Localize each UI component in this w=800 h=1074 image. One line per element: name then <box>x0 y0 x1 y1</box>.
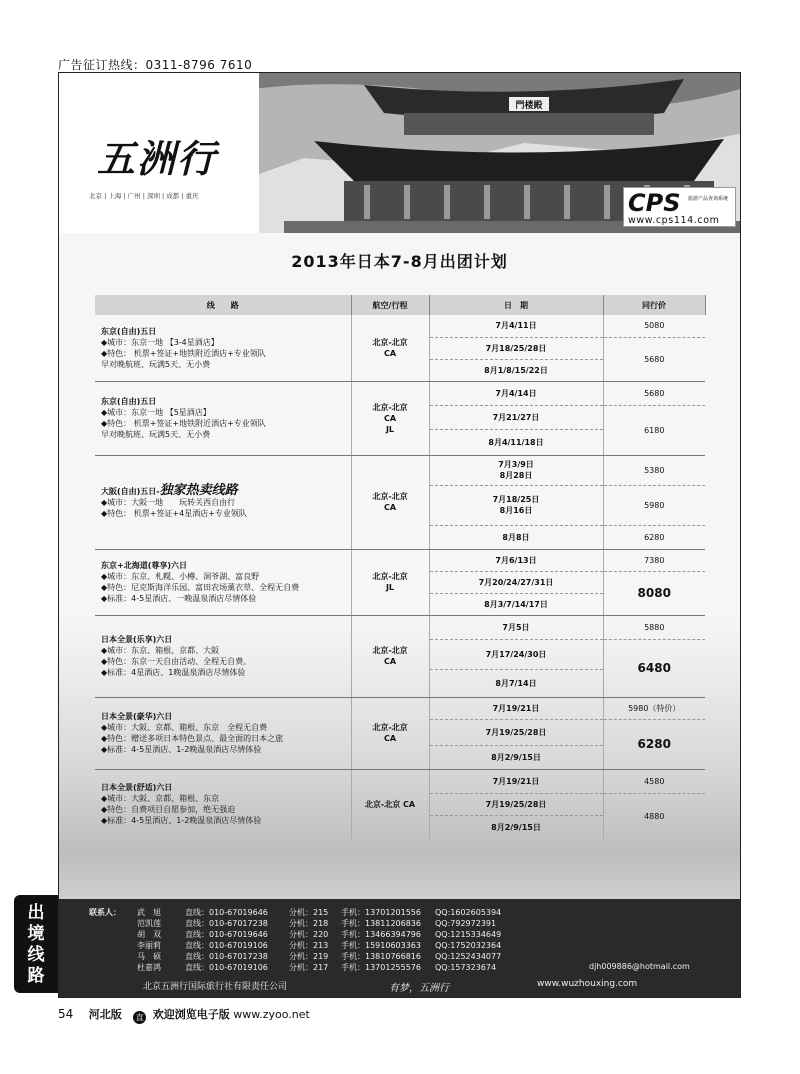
contact-mobile: 手机：13811206836 <box>341 919 421 928</box>
table-header-row <box>95 295 705 315</box>
contact-phone: 直线：010-67017238 <box>185 919 268 928</box>
date-cell: 8月8日 <box>429 525 603 549</box>
date-cell: 7月20/24/27/31日 <box>429 571 603 593</box>
cps-subtitle: 旅游产品查询系统 <box>688 196 729 202</box>
page-footer <box>58 1006 310 1024</box>
contact-phone: 直线：010-67019646 <box>185 930 268 939</box>
date-cell: 7月6/13日 <box>429 549 603 571</box>
route-cell <box>95 381 351 455</box>
contact-ext: 分机：219 <box>289 952 329 961</box>
contact-phone: 直线：010-67019646 <box>185 908 268 917</box>
contact-email[interactable]: djh009886@hotmail.com <box>589 962 690 971</box>
flight-cell: 北京-北京 CA JL <box>351 381 429 455</box>
flight-cell: 北京-北京 CA <box>351 455 429 549</box>
date-cell: 7月19/25/28日 <box>429 719 603 745</box>
contacts-panel <box>59 899 740 998</box>
table-row <box>95 455 705 485</box>
price-cell: 7380 <box>603 549 705 571</box>
date-cell: 8月2/9/15日 <box>429 815 603 839</box>
contact-row <box>137 929 535 940</box>
contact-mobile: 手机：13701201556 <box>341 908 421 917</box>
route-line: ◆城市：东京一地 【5星酒店】 <box>101 408 211 417</box>
table-row <box>95 549 705 571</box>
page-title: 2013年日本7-8月出团计划 <box>291 252 508 271</box>
date-cell: 7月19/21日 <box>429 769 603 793</box>
route-line: ◆城市：大阪一地 玩转关西自由行 <box>101 498 236 507</box>
footer-url[interactable]: www.zyoo.net <box>233 1008 310 1021</box>
date-cell: 7月19/25/28日 <box>429 793 603 815</box>
cps-logo: CPS <box>628 189 681 217</box>
route-line: ◆特色：自费项目自愿参加，绝无强迫 <box>101 805 236 815</box>
table-row <box>95 315 705 337</box>
date-cell: 7月3/9日 8月28日 <box>429 455 603 485</box>
side-tab-char: 境 <box>27 924 45 944</box>
date-cell: 8月2/9/15日 <box>429 745 603 769</box>
date-cell: 7月18/25/28日 <box>429 337 603 359</box>
route-highlight: 独家热卖线路 <box>159 483 238 498</box>
route-line: ◆特色： 机票+签证+地铁附近酒店+专业领队 <box>101 419 266 428</box>
date-cell: 7月5日 <box>429 615 603 639</box>
route-name: 日本全景(豪华)六日 <box>101 712 173 721</box>
flight-cell: 北京-北京 JL <box>351 549 429 615</box>
contact-ext: 分机：218 <box>289 919 329 928</box>
route-line: ◆城市：东京、札幌、小樽、洞爷湖、富良野 <box>101 572 260 581</box>
date-cell: 7月4/11日 <box>429 315 603 337</box>
branch-cities: 北京 | 上海 | 广州 | 深圳 | 成都 | 重庆 <box>89 192 199 200</box>
header-date: 日 期 <box>429 295 603 315</box>
date-cell: 8月3/7/14/17日 <box>429 593 603 615</box>
route-line: ◆特色： 机票+签证+4星酒店+专业领队 <box>101 509 247 518</box>
date-cell: 8月1/8/15/22日 <box>429 359 603 381</box>
contact-ext: 分机：213 <box>289 941 329 950</box>
route-name: 东京+北海道(尊享)六日 <box>101 561 188 570</box>
table-row <box>95 769 705 793</box>
brand-logo: 五洲行 <box>97 136 218 181</box>
side-tab-char: 线 <box>27 945 45 965</box>
route-cell <box>95 455 351 549</box>
route-line: ◆城市：大阪、京都、箱根、东京 <box>101 794 220 804</box>
route-line: ◆特色：赠送多项日本特色景点、最全面的日本之旅 <box>101 734 284 743</box>
contact-phone: 直线：010-67019106 <box>185 941 268 950</box>
route-line: ◆特色：尼克斯海洋乐园、富田农场薰衣草、全程无自费 <box>101 583 300 592</box>
route-line: ◆城市：大阪、京都、箱根、东京 全程无自费 <box>101 723 268 732</box>
contact-row <box>137 918 535 929</box>
price-cell: 6180 <box>603 405 705 455</box>
company-website[interactable]: www.wuzhouxing.com <box>537 979 638 989</box>
price-cell: 4880 <box>644 811 665 821</box>
contact-name: 武 旭 <box>137 908 161 917</box>
header-price: 同行价 <box>603 295 705 315</box>
route-line: ◆城市：东京一地 【3-4星酒店】 <box>101 337 219 347</box>
route-cell <box>95 315 351 381</box>
schedule-table <box>95 295 706 839</box>
route-line: 早对晚航班、玩满5天、无小费 <box>101 430 211 439</box>
welcome-text: 欢迎浏览电子版 <box>152 1008 230 1021</box>
price-cell: 6280 <box>603 525 705 549</box>
contact-row <box>137 962 515 973</box>
date-cell: 8月4/11/18日 <box>429 429 603 455</box>
route-cell <box>95 697 351 769</box>
contact-qq: QQ:157323674 <box>435 963 497 972</box>
contacts-label: 联系人： <box>89 908 121 917</box>
ad-hotline: 广告征订热线：0311-8796 7610 <box>58 58 253 72</box>
contact-ext: 分机：215 <box>289 908 329 917</box>
price-cell: 5880 <box>603 615 705 639</box>
contact-row <box>137 940 535 951</box>
route-line: ◆城市：东京、箱根、京都、大阪 <box>101 646 220 655</box>
logo-area <box>59 73 259 233</box>
contact-ext: 分机：220 <box>289 930 329 939</box>
price-cell: 5680 <box>603 337 705 381</box>
price-cell: 5380 <box>603 455 705 485</box>
advertisement-frame <box>58 72 741 998</box>
price-cell: 6280 <box>603 719 705 769</box>
contact-phone: 直线：010-67019106 <box>185 963 268 972</box>
date-cell: 7月18/25日 8月16日 <box>429 485 603 525</box>
route-name: 东京(自由)五日 <box>101 397 157 406</box>
contact-qq: QQ:1215334649 <box>435 930 502 939</box>
header-banner <box>59 73 740 233</box>
contact-row <box>137 907 535 918</box>
flight-cell: 北京-北京 CA <box>351 315 429 381</box>
cps-url: www.cps114.com <box>628 215 720 226</box>
contact-name: 马 硕 <box>137 952 161 961</box>
price-cell: 6480 <box>603 639 705 697</box>
route-line: ◆标准：4-5星酒店、1-2晚温泉酒店尽情体验 <box>101 816 262 826</box>
route-line: ◆特色： 机票+签证+地铁附近酒店+专业领队 <box>101 348 266 358</box>
route-cell <box>95 769 351 839</box>
price-cell: 4580 <box>603 769 705 793</box>
contact-name: 范凯莲 <box>137 919 161 928</box>
contact-ext: 分机：217 <box>289 963 329 972</box>
price-cell: 5080 <box>603 315 705 337</box>
contact-mobile: 手机：13701255576 <box>341 963 421 972</box>
date-cell: 8月7/14日 <box>429 669 603 697</box>
date-cell: 7月17/24/30日 <box>429 639 603 669</box>
header-flight: 航空/行程 <box>351 295 429 315</box>
edition-label: 河北版 <box>88 1008 122 1021</box>
contact-name: 李丽莉 <box>137 941 161 950</box>
side-tab-char: 出 <box>27 903 45 923</box>
route-name: 日本全景(乐享)六日 <box>101 635 173 644</box>
signature: 有梦，五洲行 <box>389 983 449 994</box>
contact-mobile: 手机：13810766816 <box>341 952 421 961</box>
route-cell <box>95 549 351 615</box>
company-name: 北京五洲行国际旅行社有限责任公司 <box>143 982 288 992</box>
table-row <box>95 615 705 639</box>
side-tab-char: 路 <box>27 966 45 986</box>
zyoo-icon: 直 <box>133 1011 146 1024</box>
contact-name: 杜嘉鸿 <box>137 963 161 972</box>
route-line: ◆标准：4-5星酒店、一晚温泉酒店尽情体验 <box>101 594 257 603</box>
flight-cell: 北京-北京 CA <box>351 697 429 769</box>
route-line: ◆特色：东京一天自由活动、全程无自费。 <box>101 657 252 666</box>
route-line: 早对晚航班、玩满5天、无小费 <box>101 359 211 369</box>
route-line: ◆标准：4星酒店、1晚温泉酒店尽情体验 <box>101 668 246 677</box>
page-number: 54 <box>58 1007 74 1021</box>
header-route: 线 路 <box>95 295 351 315</box>
price-cell: 5980 <box>603 485 705 525</box>
route-name: 大阪(自由)五日- <box>101 487 160 496</box>
price-cell: 5680 <box>603 381 705 405</box>
date-cell: 7月21/27日 <box>429 405 603 429</box>
contact-qq: QQ:1252434077 <box>435 952 502 961</box>
contact-phone: 直线：010-67017238 <box>185 952 268 961</box>
route-name-wrap <box>101 485 345 497</box>
contact-qq: QQ:1602605394 <box>435 908 502 917</box>
contact-mobile: 手机：13466394796 <box>341 930 421 939</box>
table-row <box>95 381 705 405</box>
flight-cell: 北京-北京 CA <box>351 615 429 697</box>
contact-name: 胡 双 <box>137 930 161 939</box>
contact-qq: QQ:1752032364 <box>435 941 502 950</box>
flight-cell: 北京-北京 CA <box>351 769 429 839</box>
contact-mobile: 手机：15910603363 <box>341 941 421 950</box>
route-name: 东京(自由)五日 <box>101 326 157 336</box>
route-cell <box>95 615 351 697</box>
contact-row <box>137 951 535 962</box>
date-cell: 7月19/21日 <box>429 697 603 719</box>
date-cell: 7月4/14日 <box>429 381 603 405</box>
route-name: 日本全景(舒适)六日 <box>101 783 173 793</box>
route-line: ◆标准：4-5星酒店、1-2晚温泉酒店尽情体验 <box>101 745 262 754</box>
price-cell: 5980（特价） <box>603 697 705 719</box>
side-section-tab <box>14 895 58 993</box>
table-row <box>95 697 705 719</box>
price-cell: 8080 <box>603 571 705 615</box>
cps-badge <box>623 187 736 227</box>
contact-qq: QQ:792972391 <box>435 919 497 928</box>
temple-sign: 門楼殿 <box>515 101 543 111</box>
